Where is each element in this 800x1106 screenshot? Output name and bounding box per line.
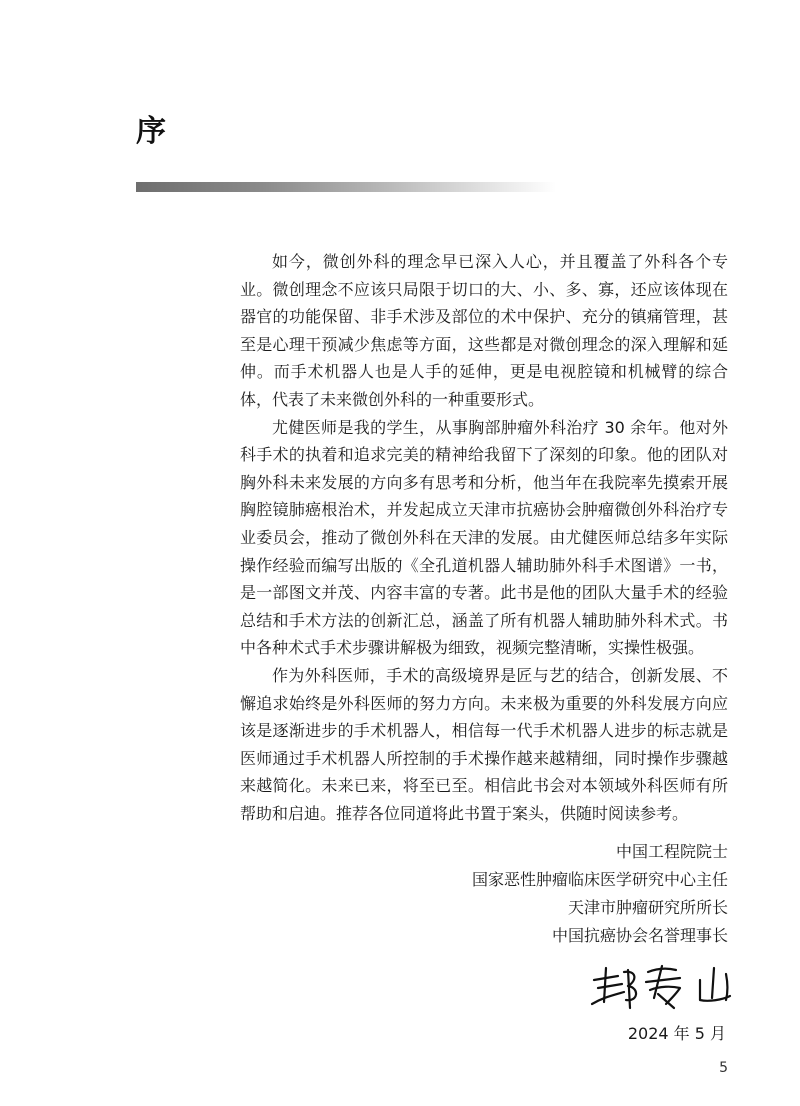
- page-number: 5: [719, 1060, 728, 1076]
- paragraph-1: 如今，微创外科的理念早已深入人心，并且覆盖了外科各个专业。微创理念不应该只局限于切口的大、小、多、寡，还应该体现在器官的功能保留、非手术涉及部位的术中保护、充分的镇痛管理，甚至是心理干预减少焦虑等方面，这些都是对微创理念的深入理解和延伸。而手术机器人也是人手的延伸，更是电视腔镜和机械臂的综合体，代表了未来微创外科的一种重要形式。: [240, 252, 728, 409]
- title-line-1: 中国工程院院士: [615, 842, 728, 861]
- paragraph-3: 作为外科医师，手术的高级境界是匠与艺的结合，创新发展、不懈追求始终是外科医师的努力方向。未来极为重要的外科发展方向应该是逐渐进步的手术机器人，相信每一代手术机器人进步的标志就是医师通过手术机器人所控制的手术操作越来越精细，同时操作步骤越来越简化。未来已来，将至已至。相信此书会对本领域外科医师有所帮助和启迪。推荐各位同道将此书置于案头，供随时阅读参考。: [240, 665, 728, 823]
- preface-body: [240, 248, 728, 827]
- title-line-2: 国家恶性肿瘤临床医学研究中心主任: [471, 870, 728, 889]
- handwritten-signature: [588, 958, 736, 1014]
- signatory-titles: [328, 838, 728, 950]
- date: 2024 年 5 月: [627, 1024, 726, 1043]
- title-line-4: 中国抗癌协会名誉理事长: [551, 926, 728, 945]
- page-heading: 序: [136, 114, 166, 149]
- paragraph-2: 尤健医师是我的学生，从事胸部肿瘤外科治疗 30 余年。他对外科手术的执着和追求完美的精神给我留下了深刻的印象。他的团队对胸外科未来发展的方向多有思考和分析，他当年在我院率先摸索开展胸腔镜肺癌根治术，并发起成立天津市抗癌协会肿瘤微创外科治疗专业委员会，推动了微创外科在天津的发展。由尤健医师总结多年实际操作经验而编写出版的《全孔道机器人辅助肺外科手术图谱》一书，是一部图文并茂、内容丰富的专著。此书是他的团队大量手术的经验总结和手术方法的创新汇总，涵盖了所有机器人辅助肺外科术式。书中各种术式手术步骤讲解极为细致，视频完整清晰，实操性极强。: [240, 417, 728, 658]
- title-line-3: 天津市肿瘤研究所所长: [567, 898, 728, 917]
- heading-gradient-rule: [136, 182, 556, 192]
